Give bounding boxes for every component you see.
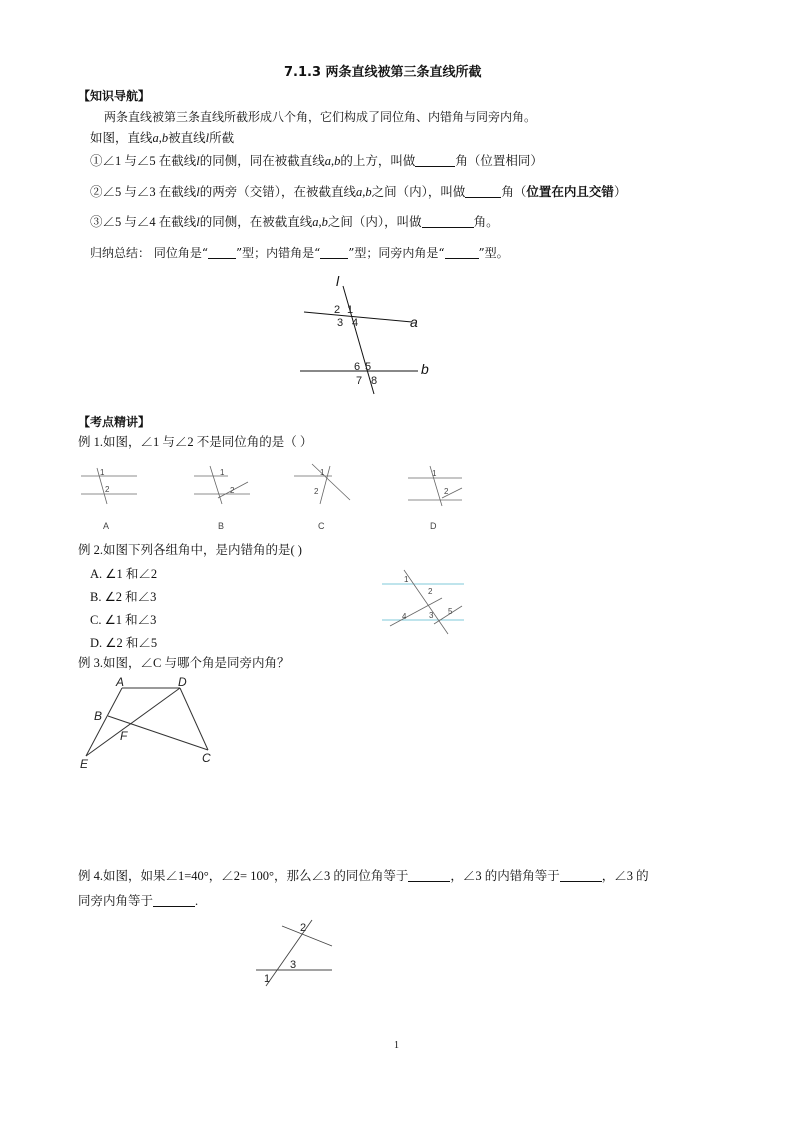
answer-blank[interactable]: [422, 215, 474, 228]
item-corresponding: ①∠1 与∠5 在截线l的同侧，同在被截直线a,b的上方，叫做 角（位置相同）: [90, 154, 543, 168]
section-header-knowledge: 【知识导航】: [78, 89, 151, 103]
option-d-label: D: [430, 521, 437, 531]
ex2-figure: [378, 562, 468, 642]
svg-text:2: 2: [300, 922, 307, 934]
answer-blank[interactable]: [560, 869, 602, 882]
angle-7: 7: [356, 375, 363, 387]
example-4-line2: 同旁内角等于 .: [78, 894, 199, 908]
answer-blank[interactable]: [320, 246, 348, 259]
example-1-text: 例 1.如图，∠1 与∠2 不是同位角的是（ ）: [78, 435, 313, 449]
svg-text:2: 2: [105, 485, 110, 494]
answer-blank[interactable]: [415, 154, 455, 167]
ex1-figure-d: [400, 462, 470, 537]
angle-6: 6: [354, 361, 361, 373]
figure-intro: 如图，直线a,b被直线l所截: [90, 131, 235, 145]
ex2-option-c[interactable]: C. ∠1 和∠3: [90, 613, 157, 627]
summary: 归纳总结： 同位角是“ ”型；内错角是“ ”型；同旁内角是“ ”型。: [90, 246, 509, 260]
svg-text:1: 1: [320, 468, 325, 477]
answer-blank[interactable]: [445, 246, 479, 259]
svg-text:1: 1: [220, 468, 225, 477]
example-4-line1: 例 4.如图，如果∠1=40°，∠2= 100°，那么∠3 的同位角等于 ，∠3 的内错角等于 ，∠3 的: [78, 869, 649, 883]
label-b: b: [421, 361, 429, 377]
label-l: l: [336, 273, 340, 289]
item-alternate: ②∠5 与∠3 在截线l的两旁（交错），在被截直线a,b之间（内），叫做 角（位置在内且交错）: [90, 185, 627, 199]
svg-text:2: 2: [428, 587, 433, 596]
point-e: E: [80, 757, 89, 771]
label-a: a: [410, 314, 418, 330]
svg-text:3: 3: [290, 959, 297, 971]
svg-text:2: 2: [314, 487, 319, 496]
example-3-text: 例 3.如图，∠C 与哪个角是同旁内角？: [78, 656, 290, 670]
ex1-figure-a: [75, 462, 145, 537]
point-c: C: [202, 751, 211, 765]
option-b-label: B: [218, 521, 225, 531]
item-same-side: ③∠5 与∠4 在截线l的同侧，在被截直线a,b之间（内），叫做 角。: [90, 215, 499, 229]
option-c-label: C: [318, 521, 325, 531]
svg-text:1: 1: [100, 468, 105, 477]
angle-4: 4: [352, 317, 359, 329]
ex1-figure-b: [188, 462, 258, 537]
ex4-figure: [252, 916, 342, 991]
angle-2: 2: [334, 304, 341, 316]
angle-1: 1: [347, 304, 354, 316]
svg-text:1: 1: [432, 469, 437, 478]
intro-text: 两条直线被第三条直线所截形成八个角，它们构成了同位角、内错角与同旁内角。: [104, 110, 537, 124]
ex1-figure-c: [290, 462, 360, 537]
svg-text:4: 4: [402, 612, 407, 621]
answer-blank[interactable]: [208, 246, 236, 259]
svg-text:2: 2: [444, 487, 449, 496]
svg-text:1: 1: [264, 973, 271, 985]
svg-text:5: 5: [448, 607, 453, 616]
point-d: D: [178, 675, 187, 689]
point-f: F: [120, 729, 128, 743]
svg-text:1: 1: [404, 575, 409, 584]
point-b: B: [94, 709, 103, 723]
angle-3: 3: [337, 317, 344, 329]
transversal-figure: [290, 270, 450, 400]
page-number: 1: [394, 1040, 399, 1051]
page-title: 7.1.3 两条直线被第三条直线所截: [284, 65, 482, 80]
ex2-option-b[interactable]: B. ∠2 和∠3: [90, 590, 157, 604]
option-a-label: A: [103, 521, 110, 531]
example-2-text: 例 2.如图下列各组角中，是内错角的是( ): [78, 543, 302, 557]
svg-text:3: 3: [429, 611, 434, 620]
angle-8: 8: [371, 375, 378, 387]
svg-text:2: 2: [230, 486, 235, 495]
angle-5: 5: [365, 361, 372, 373]
ex2-option-a[interactable]: A. ∠1 和∠2: [90, 567, 158, 581]
ex3-figure: [78, 672, 228, 772]
answer-blank[interactable]: [408, 869, 450, 882]
ex2-option-d[interactable]: D. ∠2 和∠5: [90, 636, 158, 650]
point-a: A: [116, 675, 125, 689]
answer-blank[interactable]: [465, 185, 501, 198]
section-header-examples: 【考点精讲】: [78, 415, 151, 429]
answer-blank[interactable]: [153, 894, 195, 907]
